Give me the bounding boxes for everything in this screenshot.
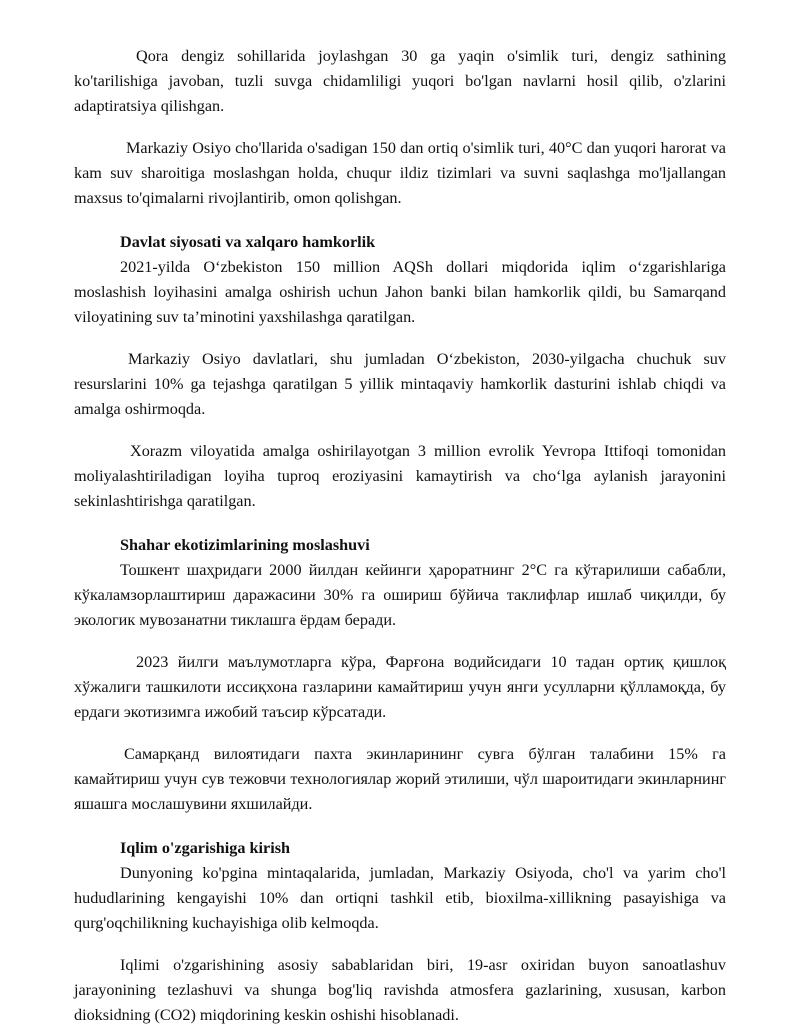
paragraph-khorezm-eu-project: Xorazm viloyatida amalga oshirilayotgan 3 million evrolik Yevropa Ittifoqi tomonidan moliyalashtiriladigan loyiha tuproq eroziyasini kamaytirish va cho‘lga aylanish jarayonini sekinlashtirishga qaratilgan. — [74, 442, 726, 510]
section-heading-state-policy: Davlat siyosati va xalqaro hamkorlik — [120, 233, 376, 251]
paragraph-tashkent-greening: Тошкент шаҳридаги 2000 йилдан кейинги ҳароратнинг 2°C га кўтарилиши сабабли, кўкаламзорлаштириш даражасини 30% га ошириш бўйича таклифлар ишлаб чиқилди, бу экологик мувозанатни тиклашга ёрдам беради. — [74, 561, 726, 629]
paragraph-black-sea-plants: Qora dengiz sohillarida joylashgan 30 ga yaqin o'simlik turi, dengiz sathining ko'tarilishiga javoban, tuzli suvga chidamliligi yuqori bo'lgan navlarni hosil qilib, o'zlarini adaptiratsiya qilishgan. — [74, 47, 726, 115]
paragraph-desertification: Dunyoning ko'pgina mintaqalarida, jumladan, Markaziy Osiyoda, cho'l va yarim cho'l hududlarining kengayishi 10% dan ortiqni tashkil etib, bioxilma-xillikning pasayishiga va qurg'oqchilikning kuchayishiga olib kelmoqda. — [74, 864, 726, 932]
paragraph-samarkand-cotton: Самарқанд вилоятидаги пахта экинларининг сувга бўлган талабини 15% га камайтириш учун сув тежовчи технологиялар жорий этилиши, чўл шароитидаги экинларнинг яшашга мослашувини яхшилайди. — [74, 745, 726, 813]
paragraph-fergana-greenhouse: 2023 йилги маълумотларга кўра, Фарғона водийсидаги 10 тадан ортиқ қишлоқ хўжалиги ташкилоти иссиқхона газларини камайтириш учун янги усулларни қўлламоқда, бу ердаги экотизимга ижобий таъсир кўрсатади. — [74, 653, 726, 721]
paragraph-world-bank-project: 2021-yilda O‘zbekiston 150 million AQSh dollari miqdorida iqlim o‘zgarishlariga moslashish loyihasini amalga oshirish uchun Jahon banki bilan hamkorlik qildi, bu Samarqand viloyatining suv ta’minotini yaxshilashga qaratilgan. — [74, 258, 726, 326]
paragraph-regional-water-program: Markaziy Osiyo davlatlari, shu jumladan O‘zbekiston, 2030-yilgacha chuchuk suv resurslarini 10% ga tejashga qaratilgan 5 yillik mintaqaviy hamkorlik dasturini ishlab chiqdi va amalga oshirmoqda. — [74, 350, 726, 418]
paragraph-central-asia-desert-plants: Markaziy Osiyo cho'llarida o'sadigan 150 dan ortiq o'simlik turi, 40°C dan yuqori harorat va kam suv sharoitiga moslashgan holda, chuqur ildiz tizimlari va suvni saqlashga mo'ljallangan maxsus to'qimalarni rivojlantirib, omon qolishgan. — [74, 139, 726, 207]
section-heading-climate-intro: Iqlim o'zgarishiga kirish — [120, 839, 290, 857]
paragraph-climate-causes: Iqlimi o'zgarishining asosiy sabablaridan biri, 19-asr oxiridan buyon sanoatlashuv jarayonining tezlashuvi va shunga bog'liq ravishda atmosfera gazlarining, xususan, karbon dioksidning (CO2) miqdorining keskin oshishi hisoblanadi. — [74, 956, 726, 1024]
section-heading-urban-ecosystems: Shahar ekotizimlarining moslashuvi — [120, 536, 370, 554]
